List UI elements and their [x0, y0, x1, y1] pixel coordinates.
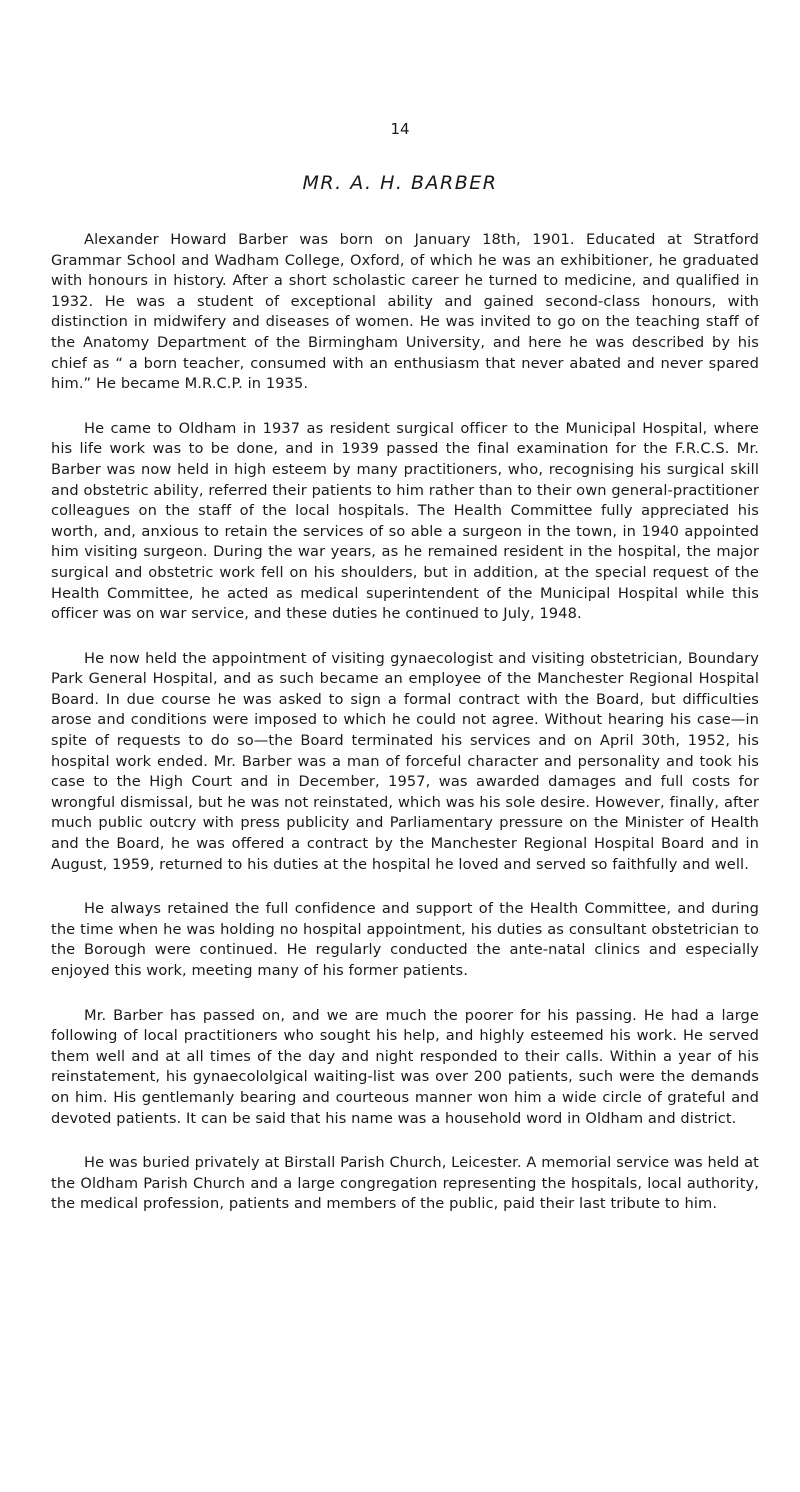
- paragraph-biography: Alexander Howard Barber was born on January 18th, 1901. Educated at Stratford Grammar School and Wadham College, Oxford, of which he was an exhibitioner, he graduated with honours in history. After a short scholastic career he turned to medicine, and qualified in 1932. He was a student of exceptional ability and gained second-class honours, with distinction in midwifery and diseases of women. He was invited to go on the teaching staff of the Anatomy Department of the Birmingham University, and here he was described by his chief as “ a born teacher, consumed with an enthusiasm that never abated and never spared him.” He became M.R.C.P. in 1935.: [51, 231, 759, 393]
- paragraph-contract-dispute: He now held the appointment of visiting gynaecologist and visiting obstetrician, Boundary Park General Hospital, and as such became an employee of the Manchester Regional Hospital Board. In due course he was asked to sign a formal contract with the Board, but difficulties arose and conditions were imposed to which he could not agree. Without hearing his case—in spite of requests to do so—the Board terminated his services and on April 30th, 1952, his hospital work ended. Mr. Barber was a man of forceful character and personality and took his case to the High Court and in December, 1957, was awarded damages and full costs for wrongful dismissal, but he was not reinstated, which was his sole desire. However, finally, after much public outcry with press publicity and Parliamentary pressure on the Minister of Health and the Board, he was offered a contract by the Manchester Regional Hospital Board and in August, 1959, returned to his duties at the hospital he loved and served so faithfully and well.: [51, 649, 759, 873]
- obituary-body: [51, 230, 759, 1239]
- paragraph-oldham-career: He came to Oldham in 1937 as resident surgical officer to the Municipal Hospital, where his life work was to be done, and in 1939 passed the final examination for the F.R.C.S. Mr. Barber was now held in high esteem by many practitioners, who, recognising his surgical skill and obstetric ability, referred their patients to him rather than to their own general-practitioner colleagues on the staff of the local hospitals. The Health Committee fully appreciated his worth, and, anxious to retain the services of so able a surgeon in the town, in 1940 appointed him visiting surgeon. During the war years, as he remained resident in the hospital, the major surgical and obstetric work fell on his shoulders, but in addition, at the special request of the Health Committee, he acted as medical superintendent of the Municipal Hospital while this officer was on war service, and these duties he continued to July, 1948.: [51, 419, 759, 623]
- page-number: 14: [390, 120, 410, 138]
- paragraph-tribute: Mr. Barber has passed on, and we are much the poorer for his passing. He had a large following of local practitioners who sought his help, and highly esteemed his work. He served them well and at all times of the day and night responded to their calls. Within a year of his reinstatement, his gynaecololgical waiting-list was over 200 patients, such were the demands on him. His gentlemanly bearing and courteous manner won him a wide circle of grateful and devoted patients. It can be said that his name was a household word in Oldham and district.: [51, 1006, 759, 1127]
- paragraph-health-committee: He always retained the full confidence and support of the Health Committee, and during the time when he was holding no hospital appointment, his duties as consultant obstetrician to the Borough were continued. He regularly conducted the ante-natal clinics and especially enjoyed this work, meeting many of his former patients.: [51, 900, 759, 979]
- paragraph-burial: He was buried privately at Birstall Parish Church, Leicester. A memorial service was held at the Oldham Parish Church and a large congregation representing the hospitals, local authority, the medical profession, patients and members of the public, paid their last tribute to him.: [51, 1154, 759, 1213]
- page-title: MR. A. H. BARBER: [302, 172, 498, 194]
